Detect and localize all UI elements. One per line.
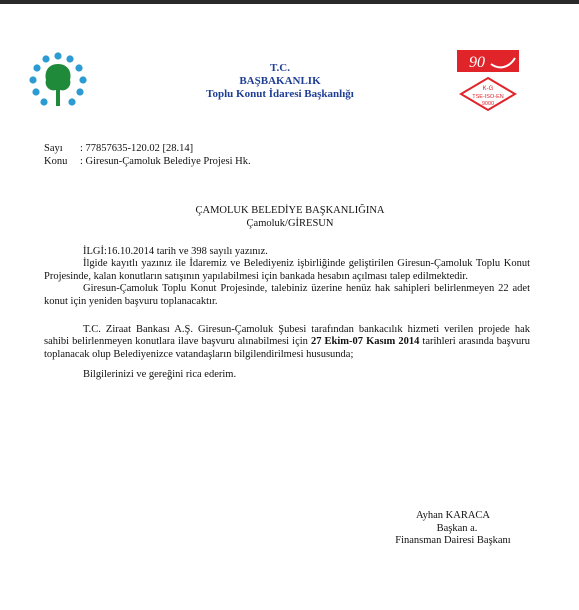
logo-9000-text: 9000: [481, 101, 495, 107]
header-line-basbakanlik: BAŞBAKANLIK: [239, 75, 321, 87]
closing-line: Bilgilerinizi ve gereğini rica ederim.: [83, 369, 237, 381]
ilgi-line: İLGİ:16.10.2014 tarih ve 398 sayılı yazınız.: [83, 246, 268, 257]
paragraph-3-dates: 27 Ekim-07 Kasım 2014: [310, 336, 420, 348]
konu-value: : Giresun-Çamoluk Belediye Projesi Hk.: [80, 156, 251, 167]
paragraph-3: [44, 324, 530, 361]
sayi-row: [44, 142, 251, 155]
konu-row: [44, 155, 251, 168]
signer-department: Finansman Dairesi Başkanı: [395, 535, 511, 547]
signer-name: Ayhan KARACA: [416, 510, 490, 521]
paragraph-2: Giresun-Çamoluk Toplu Konut Projesinde, talebiniz üzerine henüz hak sahipleri belirlenmeyen 22 adet konut için yeniden başvuru toplanacaktır.: [44, 283, 530, 307]
addressee-line2: Çamoluk/GİRESUN: [246, 218, 334, 229]
paragraph-3-part-b: tarihleri arasında başvuru toplanacak olup Belediyenizce vatandaşların bilgilendirilmesi hususunda;: [44, 336, 530, 360]
letter-body: [44, 246, 530, 382]
signature-block: [360, 510, 546, 548]
logo-90-text: 90: [469, 54, 485, 71]
top-border: [0, 0, 579, 4]
sayi-value: : 77857635-120.02 [28.14]: [80, 143, 194, 154]
addressee-line1: ÇAMOLUK BELEDİYE BAŞKANLIĞINA: [195, 205, 385, 216]
konu-label: Konu: [44, 156, 68, 167]
paragraph-1: İlgide kayıtlı yazınız ile İdaremiz ve Belediyeniz işbirliğinde geliştirilen Giresun-Çamoluk Toplu Konut Projesinde, kalan konutların satışının yapılabilmesi için bankada hesabın açılması talep edilmektedir.: [44, 258, 530, 282]
logo-kg-text: K-G: [482, 86, 494, 92]
signer-title: Başkan a.: [436, 522, 478, 534]
tree-of-dots-logo: [26, 50, 90, 114]
sayi-label: Sayı: [44, 143, 63, 154]
document-meta: [44, 142, 251, 168]
paragraph-3-part-a: T.C. Ziraat Bankası A.Ş. Giresun-Çamoluk Şubesi tarafından bankacılık hizmeti verilen projede hak sahibi belirlenmeyen konutlara ilave başvuru alınabilmesi için: [44, 324, 530, 348]
logo-tse-text: TSE-ISO-EN: [472, 94, 504, 100]
addressee: [150, 204, 430, 230]
institution-header: [170, 62, 390, 101]
header-line-tc: T.C.: [270, 62, 290, 74]
iso-certification-logo: [455, 48, 521, 114]
header-line-toki: Toplu Konut İdaresi Başkanlığı: [206, 88, 354, 100]
